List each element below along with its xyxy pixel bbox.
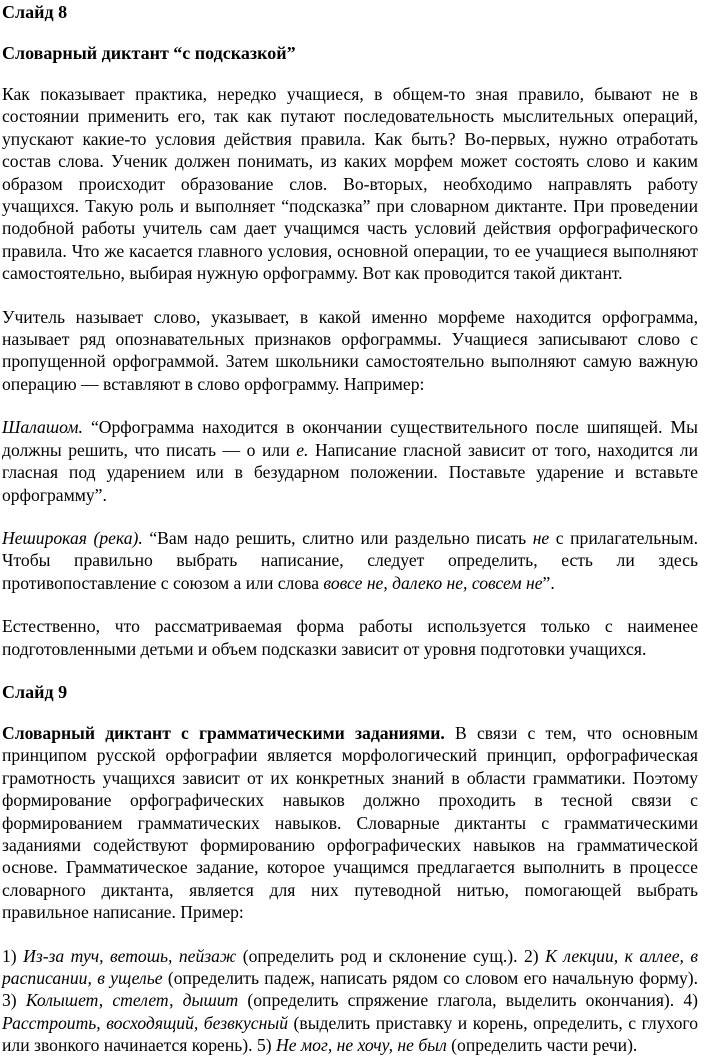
example-2-word: Неширокая (река). (2, 527, 143, 548)
slide-9-title: Словарный диктант с грамматическими заданиями. (2, 722, 445, 743)
example-words-3: Колышет, стелет, дышит (25, 990, 239, 1011)
slide-8-title: Словарный диктант “с подсказкой” (2, 43, 296, 63)
example-task-2: (определить падеж, написать рядом со словом его начальную форму). 3) (2, 968, 699, 1011)
example-1-text-a: “Орфограмма находится в окончании существительного после шипящей. Мы должны решить, что писать — о или (2, 417, 698, 460)
slide-8-paragraph-1: Как показывает практика, нередко учащиеся, в общем-то зная правило, бывают не в состоянии применить его, так как путают последовательность мыслительных операций, упускают какие-то условия действия правила. Как быть? Во-первых, нужно отработать состав слова. Ученик должен понимать, из каких морфем может состоять слово и каким образом происходит образование слов. Во-вторых, необходимо направлять работу учащихся. Такую роль и выполняет “подсказка” при словарном диктанте. При проведении подобной работы учитель сам дает учащимся часть условий действия орфографического правила. Что же касается главного условия, основной операции, то ее учащиеся выполняют самостоятельно, выбирая нужную орфограмму. Вот как проводится такой диктант. (2, 84, 698, 284)
slide-9-examples (2, 945, 698, 1057)
example-1-text-b: Написание гласной зависит от того, находится ли гласная под ударением или в безударном положении. Поставьте ударение и вставьте орфограмму”. (2, 439, 699, 505)
example-2-text-b: с прилагательным. Чтобы правильно выбрать написание, следует определить, есть ли здесь противопоставление с союзом а или слова (2, 527, 698, 593)
slide-8-label: Слайд 8 (2, 2, 68, 22)
slide-9-paragraph-1 (2, 722, 698, 924)
example-2-text-a: “Вам надо решить, слитно или раздельно писать (142, 527, 533, 548)
slide-9-paragraph-text: В связи с тем, что основным принципом русской орфографии является морфологический принцип, орфографическая грамотность учащихся зависит от их конкретных знаний в области грамматики. Поэтому формирование орфографических навыков должно проходить в тесной связи с формированием грамматических навыков. Словарные диктанты с грамматическими заданиями содействуют формированию орфографических навыков на грамматической основе. Грамматическое задание, которое учащимся предлагается выполнить в процессе словарного диктанта, является для них путеводной нитью, помогающей выбрать правильное написание. Пример: (2, 722, 698, 923)
example-task-1: (определить род и склонение сущ.). 2) (236, 945, 546, 966)
example-task-3: (определить спряжение глагола, выделить окончания). 4) (238, 990, 699, 1011)
example-1-letter: е. (296, 439, 309, 460)
slide-9-label: Слайд 9 (2, 681, 68, 702)
example-task-4: (выделить приставку и корень, определить, с глухого или звонкого начинается корень). 5) (2, 1012, 698, 1056)
example-words-1: Из-за туч, ветошь, пейзаж (23, 945, 237, 966)
slide-8-paragraph-3: Естественно, что рассматриваемая форма работы используется только с наименее подготовленными детьми и объем подсказки зависит от уровня подготовки учащихся. (2, 616, 698, 659)
example-1-word: Шалашом. (2, 417, 83, 438)
example-number: 1) (2, 945, 24, 966)
slide-8-example-2 (2, 527, 698, 594)
slide-8-paragraph-2: Учитель называет слово, указывает, в какой именно морфеме находится орфограмма, называет ряд опознавательных признаков орфограммы. Учащиеся записывают слово с пропущенной орфограммой. Затем школьники самостоятельно выполняют самую важную операцию — вставляют в слово орфограмму. Например: (2, 306, 698, 394)
example-2-words: вовсе не, далеко не, совсем не (323, 572, 543, 593)
slide-8-example-1 (2, 416, 698, 506)
example-words-2: К лекции, к аллее, в расписании, в ущелье (2, 945, 699, 988)
example-2-text-c: ”. (542, 572, 555, 593)
example-words-5: Не мог, не хочу, не был (276, 1035, 447, 1056)
example-task-5: (определить части речи). (446, 1035, 638, 1056)
example-words-4: Расстроить, восходящий, безвкусный (2, 1012, 289, 1033)
example-2-ne: не (532, 527, 550, 548)
